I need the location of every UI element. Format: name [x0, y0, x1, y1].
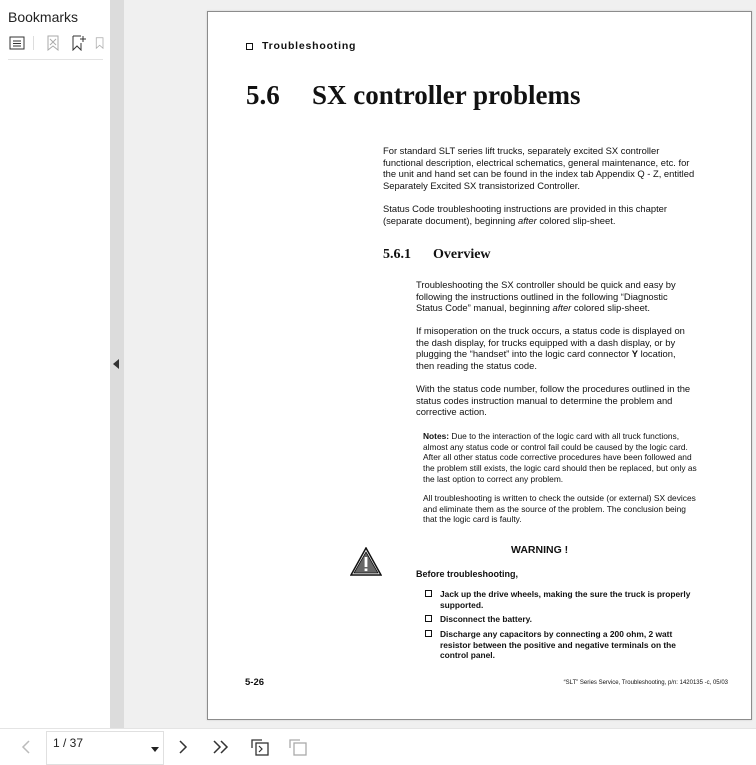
square-bullet-icon — [246, 43, 253, 50]
section-header: Troubleshooting — [246, 40, 356, 52]
page-number-select[interactable] — [46, 731, 164, 765]
note-1: Notes: Due to the interaction of the logic card with all truck functions, almost any status code or control fail could be caused by the logic card. After all other status code corrective procedures have been followed and the problem still exists, the logic card should then be replaced, but only as the last option to correct any problem. — [423, 431, 697, 484]
paragraph-1: For standard SLT series lift trucks, separately excited SX controller functional description, electrical schematics, general maintenance, etc. for the unit and hand set can be found in the index tab Appendix Q - Z, entitled Separately Excited SX transistorized Controller. — [383, 145, 695, 191]
previous-page-icon[interactable] — [18, 737, 34, 757]
before-troubleshooting: Before troubleshooting, — [416, 569, 518, 579]
navigation-toolbar — [0, 728, 756, 765]
page-footer: “SLT” Series Service, Troubleshooting, p/n: 1420135 -c, 05/03 — [563, 680, 728, 686]
page-title — [246, 80, 581, 111]
paragraph-4: If misoperation on the truck occurs, a status code is displayed on the dash display, for trucks equipped with a dash display, or by plugging the “handset” into the logic card connector Y location, then reading the status code. — [416, 325, 685, 371]
add-bookmark-icon[interactable] — [70, 34, 88, 52]
note-2: All troubleshooting is written to check the outside (or external) SX devices and eliminate them as the source of the problem. The conclusion being that the logic card is faulty. — [423, 493, 696, 525]
warning-icon — [350, 547, 382, 577]
paragraph-3: Troubleshooting the SX controller should be quick and easy by following the instructions outlined in the following “Diagnostic Status Code” manual, beginning after colored slip-sheet. — [416, 279, 676, 314]
bookmark-properties-icon[interactable] — [94, 34, 106, 52]
next-page-icon[interactable] — [175, 737, 191, 757]
go-forward-view-icon[interactable] — [287, 737, 309, 757]
bookmarks-panel — [0, 0, 110, 728]
delete-bookmark-icon[interactable] — [44, 34, 62, 52]
bookmarks-toolbar — [8, 34, 104, 52]
warning-heading: WARNING ! — [511, 544, 569, 556]
list-item: Jack up the drive wheels, making the sure the truck is properly supported. — [440, 589, 702, 610]
subsection-title: 5.6.1 Overview — [383, 247, 491, 262]
title-number: 5.6 — [246, 80, 280, 110]
chevron-down-icon[interactable] — [151, 747, 159, 752]
page-number-value[interactable]: 1 / 37 — [53, 736, 84, 750]
bookmarks-title: Bookmarks — [8, 9, 79, 25]
paragraph-2: Status Code troubleshooting instructions are provided in this chapter (separate document), beginning after colored slip-sheet. — [383, 203, 668, 226]
page-number: 5-26 — [245, 677, 265, 688]
last-page-icon[interactable] — [211, 737, 231, 757]
bookmark-list-icon[interactable] — [8, 34, 26, 52]
go-back-view-icon[interactable] — [249, 737, 271, 757]
list-item: Discharge any capacitors by connecting a 200 ohm, 2 watt resistor between the positive and negative terminals on the control panel. — [440, 629, 702, 661]
bookmarks-divider — [8, 59, 103, 60]
paragraph-5: With the status code number, follow the procedures outlined in the status codes instruction manual to determine the problem and corrective action. — [416, 383, 691, 418]
pdf-page — [207, 11, 752, 720]
collapse-panel-icon[interactable] — [113, 359, 119, 369]
list-item: Disconnect the battery. — [440, 614, 702, 625]
title-text: SX controller problems — [312, 80, 581, 110]
